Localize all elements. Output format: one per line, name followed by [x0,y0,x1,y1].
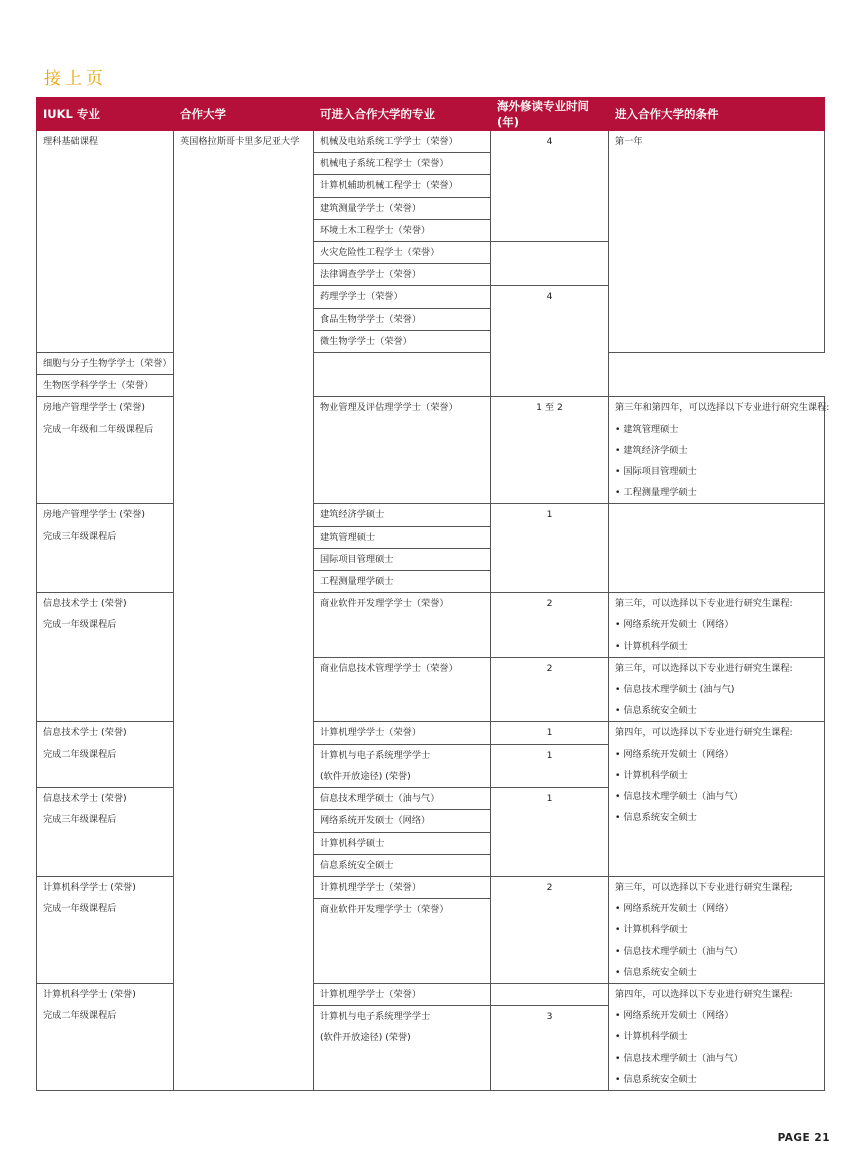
conditions-text: • 网络系统开发硕士（网络） [615,748,734,760]
partner-programme-cell [314,832,491,854]
conditions-cell [609,722,825,876]
header-iukl: IUKL 专业 [37,98,174,131]
partner-programme-cell [37,353,174,375]
iukl-programme-cell [37,504,174,593]
partner-programme-cell [314,308,491,330]
conditions-text: • 信息系统安全硕士 [615,966,697,978]
partner-programme-text: 信息技术理学硕士（油与气） [320,793,440,805]
partner-programme-text: 药理学学士（荣誉） [320,291,403,303]
partner-programme-text: 计算机理学学士（荣誉） [320,881,422,893]
iukl-programme-cell [37,131,174,353]
partner-programme-text: 建筑经济学硕士 [320,509,385,521]
iukl-programme-text: 房地产管理学学士 (荣誉) [43,402,145,414]
iukl-programme-cell [37,397,174,504]
partner-programme-text: 计算机辅助机械工程学士（荣誉） [320,180,458,192]
conditions-text: • 网络系统开发硕士（网络） [615,619,734,631]
conditions-text: • 信息技术理学硕士（油与气） [615,945,743,957]
iukl-programme-text: 信息技术学士 (荣誉) [43,727,127,739]
iukl-programme-text: 完成三年级课程后 [43,814,117,826]
partner-programme-text: (软件开放途径) (荣誉) [320,770,411,782]
conditions-cell [609,876,825,983]
years-cell [491,983,609,1005]
partner-programme-cell [314,899,491,984]
partner-programme-cell [314,526,491,548]
conditions-text: • 信息技术理学硕士（油与气） [615,791,743,803]
years-cell [491,722,609,744]
partner-programme-text: 微生物学学士（荣誉） [320,335,412,347]
conditions-text: • 信息系统安全硕士 [615,812,697,824]
partner-programme-text: 生物医学科学学士（荣誉） [43,380,154,392]
partner-programme-text: 国际项目管理硕士 [320,553,394,565]
partner-programme-text: 计算机与电子系统理学学士 [320,1011,431,1023]
continued-title: 接上页 [44,69,107,89]
partner-programme-text: 机械电子系统工程学士（荣誉） [320,158,449,170]
partner-programme-text: 机械及电站系统工学学士（荣誉） [320,136,458,147]
partner-programme-text: 食品生物学学士（荣誉） [320,313,422,325]
conditions-cell [609,504,825,593]
iukl-programme-cell [37,722,174,788]
partner-programme-cell [314,330,491,352]
years-text: 1 [546,793,553,805]
iukl-programme-text: 计算机科学学士 (荣誉) [43,988,136,1000]
years-text: 2 [546,598,553,610]
partner-programme-text: 物业管理及评估理学学士（荣誉） [320,402,458,414]
years-cell [491,593,609,658]
partner-programme-cell [314,286,491,308]
conditions-text: 第三年，可以选择以下专业进行研究生课程: [615,662,793,674]
conditions-text: 第四年，可以选择以下专业进行研究生课程: [615,988,793,1000]
table-row [37,504,825,526]
iukl-programme-text: 房地产管理学学士 (荣誉) [43,509,145,521]
iukl-programme-cell [37,876,174,983]
conditions-text: 第三年和第四年，可以选择以下专业进行研究生课程: [615,402,830,414]
conditions-text: • 信息技术理学硕士（油与气） [615,1052,743,1064]
years-cell [491,1006,609,1091]
partner-programme-cell [314,854,491,876]
partner-programme-text: 信息系统安全硕士 [320,859,394,871]
partner-programme-cell [314,504,491,526]
conditions-text: • 计算机科学硕士 [615,769,688,781]
years-text: 1 至 2 [536,402,563,414]
iukl-programme-text: 完成二年级课程后 [43,748,117,760]
conditions-text: • 建筑管理硕士 [615,423,679,435]
conditions-cell [609,593,825,658]
years-cell [491,788,609,877]
partner-programme-cell [314,1006,491,1091]
partner-programme-text: 网络系统开发硕士（网络） [320,815,431,827]
conditions-text: • 信息技术理学硕士 (油与气) [615,684,735,696]
table-row [37,375,825,397]
partner-programme-text: 计算机理学学士（荣誉） [320,727,422,739]
partner-programme-cell [314,153,491,175]
partner-programme-cell [314,175,491,197]
iukl-programme-text: 完成二年级课程后 [43,1010,117,1022]
partner-programme-cell [314,876,491,898]
header-conditions: 进入合作大学的条件 [609,98,825,131]
partner-programme-cell [314,197,491,219]
years-text: 2 [546,881,553,893]
years-text: 1 [546,509,553,521]
partner-programme-text: 商业软件开发理学学士（荣誉） [320,904,449,916]
conditions-text: 第一年 [615,136,643,147]
iukl-programme-text: 信息技术学士 (荣誉) [43,598,127,610]
table-row [37,353,825,375]
partner-programme-text: 商业软件开发理学学士（荣誉） [320,598,449,610]
partner-programme-cell [314,722,491,744]
partner-programme-cell [314,788,491,810]
partner-programme-text: 建筑测量学学士（荣誉） [320,202,422,214]
iukl-programme-text: 完成三年级课程后 [43,530,117,542]
table-body [37,131,830,1091]
conditions-text: • 国际项目管理硕士 [615,466,697,478]
iukl-programme-text: 计算机科学学士 (荣誉) [43,881,136,893]
conditions-text: • 计算机科学硕士 [615,640,688,652]
partner-programme-cell [314,548,491,570]
years-cell [491,286,609,397]
conditions-text: • 网络系统开发硕士（网络） [615,1010,734,1022]
partner-programme-text: 计算机理学学士（荣誉） [320,988,422,1000]
partner-programme-cell [314,219,491,241]
programme-table [36,97,830,1091]
partner-programme-text: 法律调查学学士（荣誉） [320,269,422,281]
header-programme: 可进入合作大学的专业 [314,98,491,131]
page-number: PAGE 21 [777,1132,830,1144]
table-header-row [37,98,825,131]
conditions-cell [609,983,825,1090]
years-cell [491,657,609,722]
conditions-cell [609,397,830,504]
conditions-text: 第四年，可以选择以下专业进行研究生课程: [615,727,793,739]
partner-programme-cell [314,593,491,658]
partner-university-text: 英国格拉斯哥卡里多尼亚大学 [180,136,300,147]
partner-programme-text: 计算机科学硕士 [320,837,385,849]
header-years: 海外修读专业时间(年) [491,98,609,131]
years-cell [491,744,609,787]
years-text: 2 [546,662,553,674]
partner-programme-text: 火灾危险性工程学士（荣誉） [320,247,440,259]
iukl-programme-text: 信息技术学士 (荣誉) [43,793,127,805]
partner-programme-cell [314,744,491,787]
iukl-programme-text: 理科基础课程 [43,136,99,147]
conditions-cell [609,657,825,722]
conditions-text: • 信息系统安全硕士 [615,705,697,717]
iukl-programme-cell [37,983,174,1090]
years-text: 4 [546,291,553,303]
iukl-programme-cell [37,788,174,877]
partner-programme-text: 建筑管理硕士 [320,531,376,543]
conditions-text: • 计算机科学硕士 [615,1031,688,1043]
partner-programme-cell [314,657,491,722]
years-text: 1 [546,727,553,739]
partner-programme-text: 环境土木工程学士（荣誉） [320,224,431,236]
partner-programme-cell [314,397,491,504]
iukl-programme-text: 完成一年级课程后 [43,903,117,915]
partner-university-cell [174,131,314,1091]
years-text: 4 [546,136,553,147]
partner-programme-cell [37,375,174,397]
partner-programme-text: 细胞与分子生物学学士（荣誉） [43,358,172,370]
partner-programme-text: 商业信息技术管理学学士（荣誉） [320,662,458,674]
partner-programme-cell [314,131,491,153]
partner-programme-cell [314,810,491,832]
partner-programme-cell [314,242,491,264]
conditions-text: • 工程测量理学硕士 [615,487,697,499]
conditions-text: • 网络系统开发硕士（网络） [615,903,734,915]
conditions-text: • 计算机科学硕士 [615,924,688,936]
years-text: 1 [546,749,553,761]
partner-programme-cell [314,264,491,286]
conditions-text: • 信息系统安全硕士 [615,1073,697,1085]
years-cell [491,504,609,593]
conditions-text: 第三年，可以选择以下专业进行研究生课程: [615,598,793,610]
partner-programme-text: 计算机与电子系统理学学士 [320,749,431,761]
conditions-text: • 建筑经济学硕士 [615,444,688,456]
conditions-text: 第三年，可以选择以下专业进行研究生课程; [615,881,793,893]
partner-programme-text: 工程测量理学硕士 [320,576,394,588]
years-cell [491,397,609,504]
iukl-programme-text: 完成一年级和二年级课程后 [43,423,154,435]
years-cell [491,876,609,983]
conditions-cell [609,131,825,353]
partner-programme-cell [314,571,491,593]
iukl-programme-cell [37,593,174,722]
years-cell [491,131,609,242]
partner-programme-text: (软件开放途径) (荣誉) [320,1032,411,1044]
iukl-programme-text: 完成一年级课程后 [43,619,117,631]
years-text: 3 [546,1011,553,1023]
header-partner: 合作大学 [174,98,314,131]
partner-programme-cell [314,983,491,1005]
